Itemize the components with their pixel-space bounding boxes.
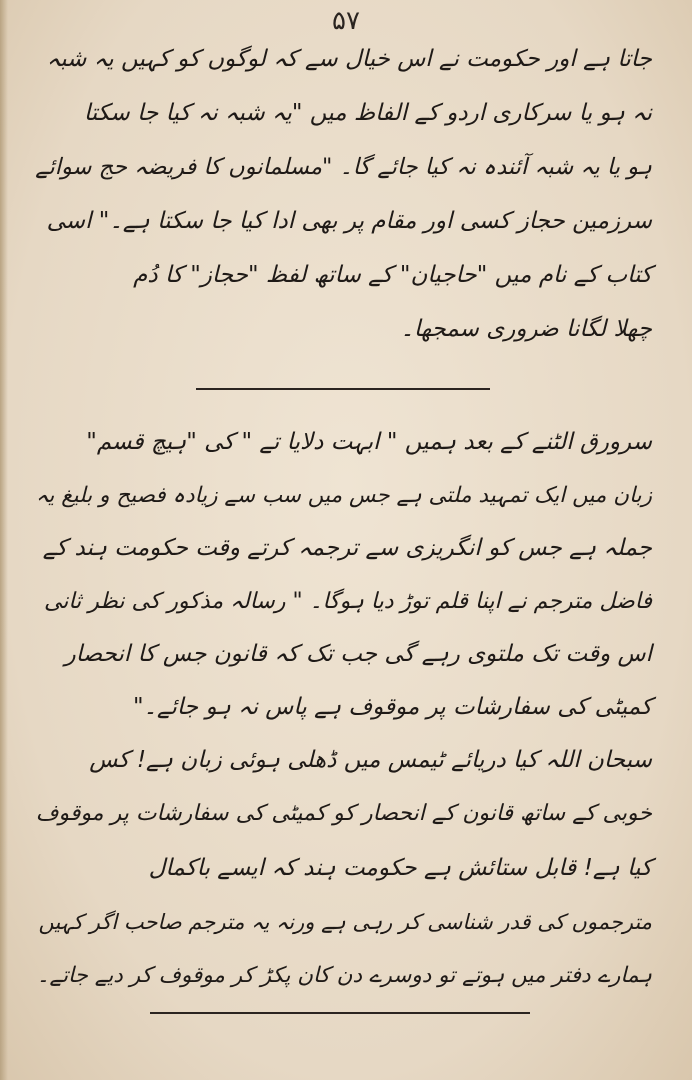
text-line: فاضل مترجم نے اپنا قلم توڑ دیا ہوگا۔ " رسالہ مذکور کی نظر ثانی: [43, 589, 652, 614]
text-line: اس وقت تک ملتوی رہے گی جب تک کہ قانون جس کا انحصار: [64, 641, 652, 667]
section-divider: [150, 1012, 530, 1014]
text-line: ہمارے دفتر میں ہوتے تو دوسرے دن کان پکڑ کر موقوف کر دیے جاتے۔: [36, 963, 652, 988]
text-line: کیا ہے! قابل ستائش ہے حکومت ہند کہ ایسے باکمال: [148, 855, 652, 881]
text-line: سرورق الٹنے کے بعد ہمیں " ابہت دلایا تے " کی "ہیچ قسم": [86, 429, 652, 455]
text-line: کتاب کے نام میں "حاجیان" کے ساتھ لفظ "حجاز" کا دُم: [133, 262, 652, 288]
text-line: ہو یا یہ شبہ آئندہ نہ کیا جائے گا۔ "مسلمانوں کا فریضہ حج سوائے: [35, 154, 652, 180]
text-line: کمیٹی کی سفارشات پر موقوف ہے پاس نہ ہو جائے۔": [132, 694, 652, 720]
text-line: چھلا لگانا ضروری سمجھا۔: [400, 316, 652, 342]
text-line: خوبی کے ساتھ قانون کے انحصار کو کمیٹی کی سفارشات پر موقوف: [35, 801, 652, 826]
text-line: سبحان اللہ کیا دریائے ٹیمس میں ڈھلی ہوئی زبان ہے! کس: [89, 747, 652, 773]
page-number: ۵۷: [332, 6, 360, 36]
paragraph-2: [32, 416, 652, 734]
paragraph-3: [32, 733, 652, 1003]
text-line: نہ ہو یا سرکاری اردو کے الفاظ میں "یہ شبہ نہ کیا جا سکتا: [83, 100, 652, 126]
text-line: مترجموں کی قدر شناسی کر رہی ہے ورنہ یہ مترجم صاحب اگر کہیں: [38, 910, 652, 934]
paragraph-1: [32, 32, 652, 356]
text-line: سرزمین حجاز کسی اور مقام پر بھی ادا کیا جا سکتا ہے۔" اسی: [46, 208, 652, 234]
text-line: جاتا ہے اور حکومت نے اس خیال سے کہ لوگوں کو کہیں یہ شبہ: [46, 46, 652, 72]
text-line: زبان میں ایک تمہید ملتی ہے جس میں سب سے زیادہ فصیح و بلیغ یہ: [35, 483, 652, 508]
text-line: جملہ ہے جس کو انگریزی سے ترجمہ کرتے وقت حکومت ہند کے: [42, 535, 652, 561]
page-edge-shadow: [0, 0, 8, 1080]
section-divider: [196, 388, 490, 390]
